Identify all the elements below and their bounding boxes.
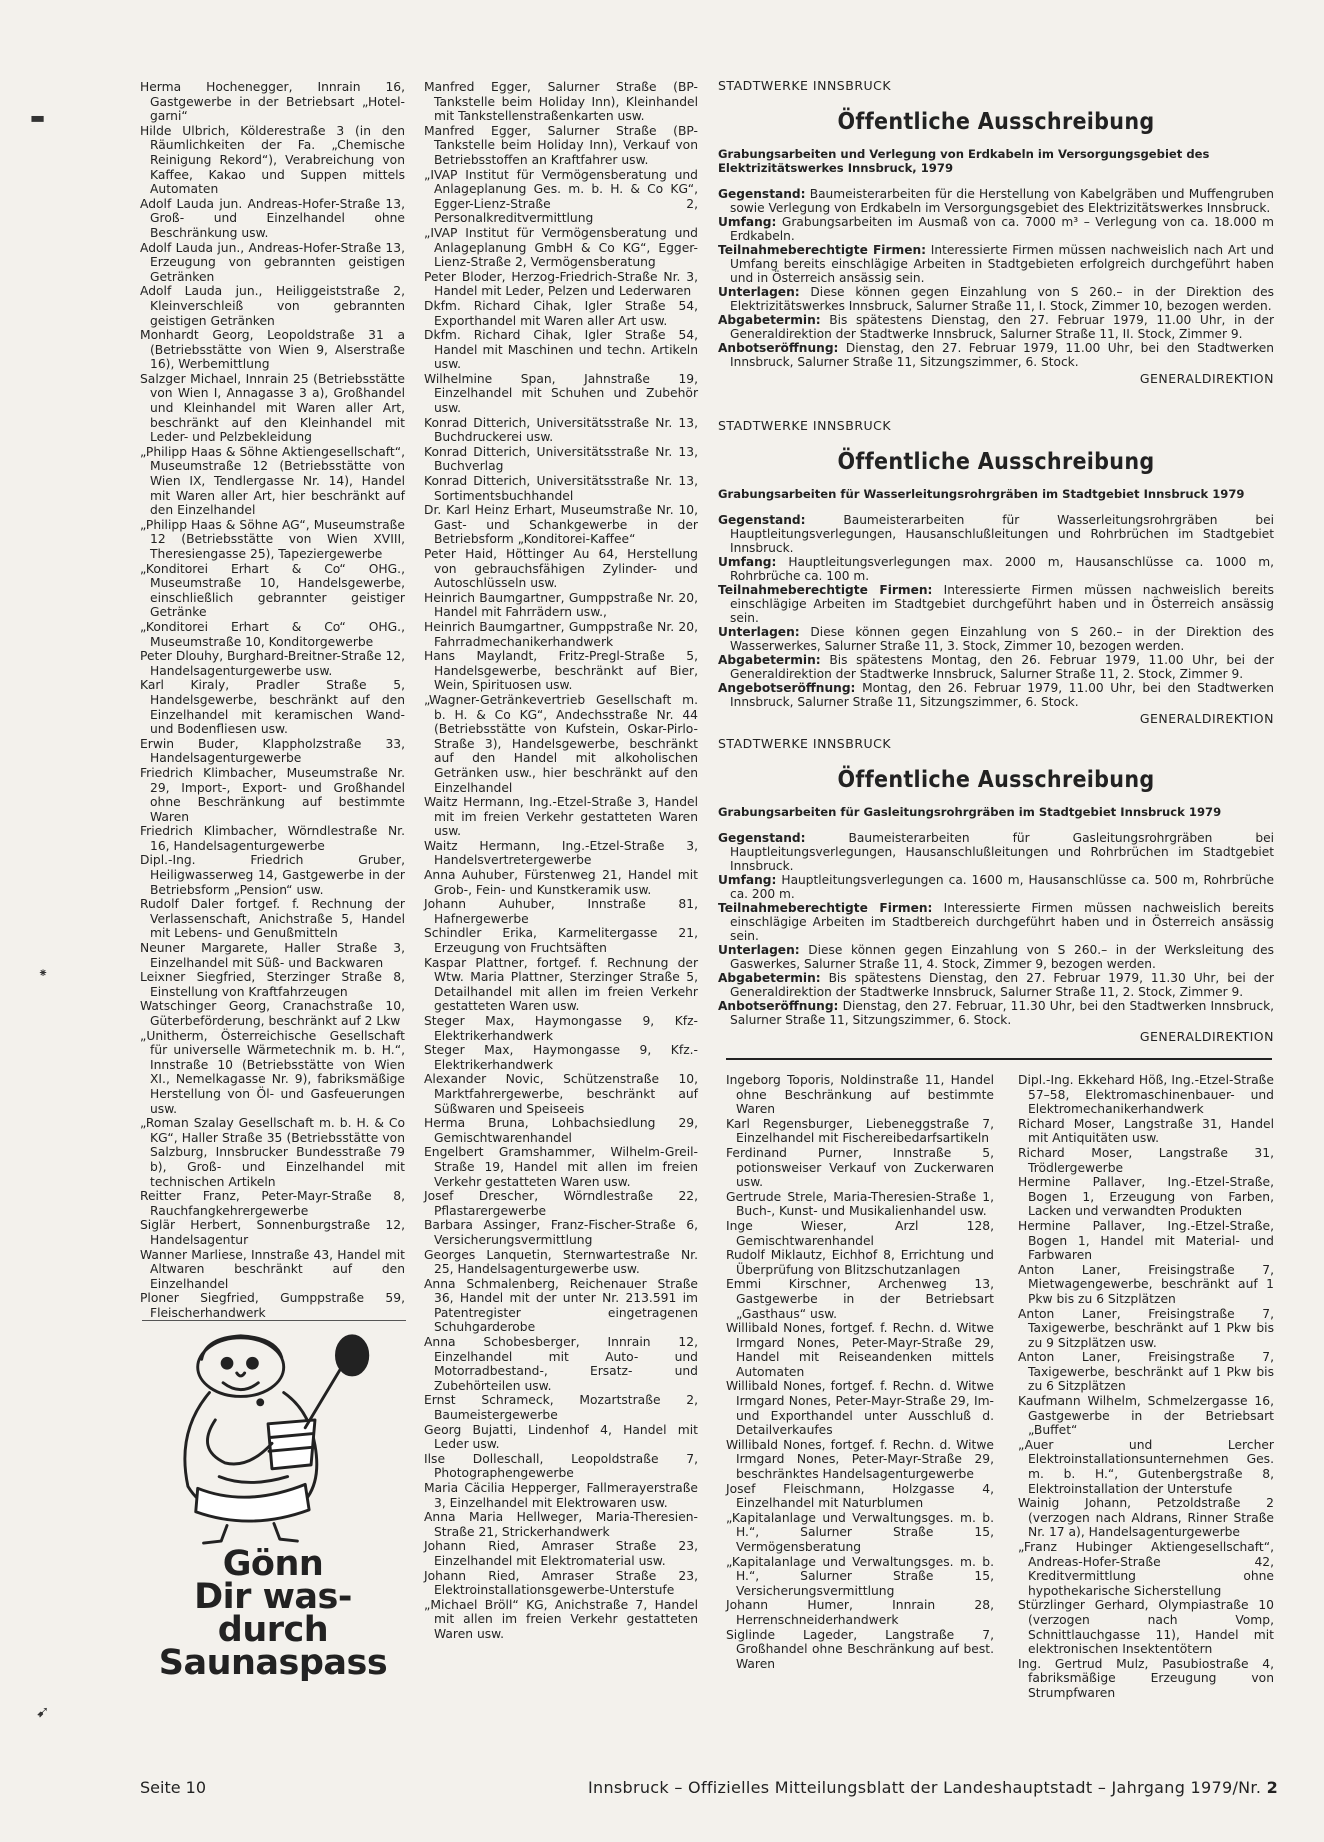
ad-detail-text: Montag, den 26. Februar 1979, 11.00 Uhr, bei den Stadtwerken Innsbruck, Salurner Straße 11, Sitzungszimmer, 6. Stock.	[730, 681, 1275, 709]
registry-entry: Willibald Nones, fortgef. f. Rechn. d. Witwe Irmgard Nones, Peter-Mayr-Straße 29, Handel mit Reiseandenken mittels Automaten	[726, 1321, 994, 1379]
ad-detail-text: Hauptleitungsverlegungen ca. 1600 m, Hausanschlüsse ca. 500 m, Rohrbrüche ca. 200 m.	[730, 873, 1275, 901]
registry-entry: Siglinde Lageder, Langstraße 7, Großhandel ohne Beschränkung auf best. Waren	[726, 1627, 994, 1671]
registry-entry: „Kapitalanlage und Verwaltungsges. m. b. H.“, Salurner Straße 15, Versicherungsvermittlung	[726, 1554, 994, 1598]
ad-detail-row	[718, 831, 1274, 873]
slogan-line: durch	[217, 1610, 329, 1650]
ad-detail-row	[718, 653, 1274, 681]
registry-entry: Ferdinand Purner, Innstraße 5, potionsweiser Verkauf von Zuckerwaren usw.	[726, 1145, 994, 1190]
registry-entry: Heinrich Baumgartner, Gumppstraße Nr. 20, Fahrradmechanikerhandwerk	[424, 619, 698, 649]
ad-detail-text: Dienstag, den 27. Februar 1979, 11.00 Uhr, bei den Stadtwerken Innsbruck, Salurner Straße 11, Sitzungszimmer, 6. Stock.	[730, 341, 1274, 369]
registry-entry: Anna Schmalenberg, Reichenauer Straße 36, Handel mit der unter Nr. 213.591 im Patentregister eingetragenen Schuhgarderobe	[424, 1276, 698, 1335]
ad-detail-row	[718, 971, 1274, 999]
registry-entry: Ernst Schrameck, Mozartstraße 2, Baumeistergewerbe	[424, 1393, 698, 1423]
ad-detail-label: Umfang:	[718, 215, 777, 229]
registry-entry: Josef Drescher, Wörndlestraße 22, Pflastarergewerbe	[424, 1189, 698, 1218]
ad-detail-row	[718, 187, 1274, 215]
ad-title: Öffentliche Ausschreibung	[837, 109, 1155, 135]
sauna-mascot-illustration	[148, 1330, 394, 1545]
ad-detail-label: Angebotseröffnung:	[718, 681, 856, 695]
registry-entry: Josef Fleischmann, Holzgasse 4, Einzelhandel mit Naturblumen	[726, 1481, 994, 1511]
ad-detail-label: Gegenstand:	[718, 831, 806, 845]
slogan-line: Gönn	[222, 1544, 324, 1584]
registry-entry: „Philipp Haas & Söhne AG“, Museumstraße 12 (Betriebsstätte von Wien XVIII, Theresiengasse 25), Tapeziergewerbe	[140, 517, 405, 561]
registry-entry: „Konditorei Erhart & Co“ OHG., Museumstraße 10, Handelsgewerbe, einschließlich gebrannter geistiger Getränke	[140, 561, 405, 620]
scan-margin-mark: ▬	[30, 108, 46, 127]
ad-title: Öffentliche Ausschreibung	[837, 449, 1155, 475]
registry-entry: Kaufmann Wilhelm, Schmelzergasse 16, Gastgewerbe in der Betriebsart „Buffet“	[1018, 1394, 1274, 1438]
registry-entry: Rudolf Miklautz, Eichhof 8, Errichtung und Überprüfung von Blitzschutzanlagen	[726, 1248, 994, 1277]
ad-detail-label: Abgabetermin:	[718, 653, 821, 667]
registry-entry: Friedrich Klimbacher, Museumstraße Nr. 29, Import-, Export- und Großhandel ohne Beschränkung auf bestimmte Waren	[140, 765, 405, 824]
registry-entry: „Wagner-Getränkevertrieb Gesellschaft m. b. H. & Co KG“, Andechsstraße Nr. 44 (Betriebsstätte von Kufstein, Oskar-Pirlo-Straße 3), Handelsgewerbe, beschränkt auf den Handel mit alkoholischen Getränken usw., hier beschränkt auf den Einzelhandel	[424, 692, 698, 795]
registry-entry: Hans Maylandt, Fritz-Pregl-Straße 5, Handelsgewerbe, beschränkt auf Bier, Wein, Spirituosen usw.	[424, 649, 698, 693]
ad-detail-text: Interessierte Firmen müssen nachweislich bereits einschlägige Arbeiten im Stadtgebiet durchgeführt haben und in Österreich ansässig sein.	[730, 583, 1274, 625]
registry-entry: Engelbert Gramshammer, Wilhelm-Greil-Straße 19, Handel mit allen im freien Verkehr gestatteten Waren usw.	[424, 1145, 698, 1189]
section-divider	[726, 1058, 1272, 1060]
ad-detail-row	[718, 873, 1274, 901]
registry-entry: Georges Lanquetin, Sternwartestraße Nr. 25, Handelsagenturgewerbe usw.	[424, 1247, 698, 1277]
ad-subject: Grabungsarbeiten und Verlegung von Erdkabeln im Versorgungsgebiet des Elektrizitätswerkes Innsbruck, 1979	[718, 147, 1210, 175]
registry-entry: Salzger Michael, Innrain 25 (Betriebsstätte von Wien I, Annagasse 3 a), Großhandel und Kleinhandel mit Waren aller Art, beschränkt auf den Kleinhandel mit Leder- und Pelzbekleidung	[140, 371, 405, 445]
ad-title: Öffentliche Ausschreibung	[837, 767, 1155, 793]
registry-entry: Siglär Herbert, Sonnenburgstraße 12, Handelsagentur	[140, 1218, 405, 1247]
registry-entry: Peter Bloder, Herzog-Friedrich-Straße Nr. 3, Handel mit Leder, Pelzen und Lederwaren	[424, 269, 698, 299]
ad-detail-text: Diese können gegen Einzahlung von S 260.– in der Werksleitung des Gaswerkes, Salurner Straße 11, 4. Stock, Zimmer 9, bezogen werden.	[730, 943, 1275, 971]
registry-entry: Leixner Siegfried, Sterzinger Straße 8, Einstellung von Kraftfahrzeugen	[140, 970, 405, 999]
ad-issuer: STADTWERKE INNSBRUCK	[718, 736, 892, 751]
registry-entry: „Kapitalanlage und Verwaltungsges. m. b. H.“, Salurner Straße 15, Vermögensberatung	[726, 1510, 994, 1554]
ad-subject: Grabungsarbeiten für Gasleitungsrohrgräben im Stadtgebiet Innsbruck 1979	[718, 805, 1222, 819]
ad-detail-label: Anbotseröffnung:	[718, 341, 839, 355]
ad-detail-label: Umfang:	[718, 555, 777, 569]
registry-entry: Ing. Gertrud Mulz, Pasubiostraße 4, fabriksmäßige Erzeugung von Strumpfwaren	[1018, 1656, 1274, 1700]
registry-entry: Manfred Egger, Salurner Straße (BP-Tankstelle beim Holiday Inn), Verkauf von Betriebsstoffen an Kraftfahrer usw.	[424, 123, 698, 167]
registry-entry: Emmi Kirschner, Archenweg 13, Gastgewerbe in der Betriebsart „Gasthaus“ usw.	[726, 1277, 994, 1321]
ad-detail-label: Teilnahmeberechtigte Firmen:	[718, 901, 933, 915]
registry-entry: Wanner Marliese, Innstraße 43, Handel mit Altwaren beschränkt auf den Einzelhandel	[140, 1247, 405, 1291]
registry-entry: Neuner Margarete, Haller Straße 3, Einzelhandel mit Süß- und Backwaren	[140, 941, 405, 970]
ad-detail-label: Gegenstand:	[718, 187, 806, 201]
registry-entry: Heinrich Baumgartner, Gumppstraße Nr. 20, Handel mit Fahrrädern usw.,	[424, 590, 698, 620]
registry-entry: Reitter Franz, Peter-Mayr-Straße 8, Rauchfangkehrergewerbe	[140, 1189, 405, 1218]
registry-entry: Watschinger Georg, Cranachstraße 10, Güterbeförderung, beschränkt auf 2 Lkw	[140, 999, 405, 1028]
ad-detail-row	[718, 341, 1274, 369]
registry-entry: Johann Humer, Innrain 28, Herrenschneiderhandwerk	[726, 1598, 994, 1627]
ad-detail-text: Diese können gegen Einzahlung von S 260.– in der Direktion des Wasserwerkes, Salurner Straße 11, 3. Stock, Zimmer 10, bezogen werden.	[730, 625, 1274, 653]
ad-detail-text: Bis spätestens Montag, den 26. Februar 1979, 11.00 Uhr, bei der Generaldirektion der Stadtwerke Innsbruck, Salurner Straße 11, 2. Stock, Zimmer 9.	[730, 653, 1274, 681]
ad-detail-text: Diese können gegen Einzahlung von S 260.– in der Direktion des Elektrizitätswerkes Innsbruck, Salurner Straße 11, I. Stock, Zimmer 10, bezogen werden.	[730, 285, 1274, 313]
registry-entry: Waitz Hermann, Ing.-Etzel-Straße 3, Handel mit im freien Verkehr gestatteten Waren usw.	[424, 795, 698, 839]
registry-entry: Richard Moser, Langstraße 31, Trödlergewerbe	[1018, 1145, 1274, 1175]
ad-detail-label: Abgabetermin:	[718, 313, 821, 327]
ad-detail-label: Unterlagen:	[718, 625, 800, 639]
ad-subject: Grabungsarbeiten für Wasserleitungsrohrgräben im Stadtgebiet Innsbruck 1979	[718, 487, 1245, 501]
slogan-line: Saunaspass	[158, 1643, 388, 1683]
registry-entry: Ploner Siegfried, Gumppstraße 59, Fleischerhandwerk	[140, 1291, 405, 1320]
registry-entry: Stürzlinger Gerhard, Olympiastraße 10 (verzogen nach Vomp, Schnittlauchgasse 11), Handel mit elektronischen Insektentötern	[1018, 1598, 1274, 1657]
registry-entry: Peter Dlouhy, Burghard-Breitner-Straße 12, Handelsagenturgewerbe usw.	[140, 649, 405, 678]
registry-column-4	[1018, 1073, 1274, 1701]
sauna-slogan	[148, 1544, 398, 1683]
registry-entry: Barbara Assinger, Franz-Fischer-Straße 6, Versicherungsvermittlung	[424, 1218, 698, 1247]
registry-entry: Anna Auhuber, Fürstenweg 21, Handel mit Grob-, Fein- und Kunstkeramik usw.	[424, 868, 698, 897]
scan-margin-mark: ➹	[36, 1702, 50, 1721]
ad-detail-row	[718, 555, 1274, 583]
ad-detail-text: Baumeisterarbeiten für Gasleitungsrohrgräben bei Hauptleitungsverlegungen, Hausanschlußleitungen und Rohrbrüchen im Stadtgebiet Innsbruck.	[730, 831, 1274, 873]
registry-entry: Wilhelmine Span, Jahnstraße 19, Einzelhandel mit Schuhen und Zubehör usw.	[424, 371, 698, 416]
registry-entry: Karl Regensburger, Liebeneggstraße 7, Einzelhandel mit Fischereibedarfsartikeln	[726, 1116, 994, 1146]
ad-detail-text: Bis spätestens Dienstag, den 27. Februar 1979, 11.30 Uhr, bei der Generaldirektion der Stadtwerke Innsbruck, Salurner Straße 11, 2. Stock, Zimmer 9.	[730, 971, 1274, 999]
registry-entry: Dipl.-Ing. Ekkehard Höß, Ing.-Etzel-Straße 57–58, Elektromaschinenbauer- und Elektromechanikerhandwerk	[1018, 1073, 1274, 1117]
registry-entry: Anton Laner, Freisingstraße 7, Taxigewerbe, beschränkt auf 1 Pkw bis zu 9 Sitzplätzen usw.	[1018, 1306, 1274, 1350]
registry-entry: Konrad Ditterich, Universitätsstraße Nr. 13, Sortimentsbuchhandel	[424, 474, 698, 503]
ad-detail-text: Dienstag, den 27. Februar, 11.30 Uhr, bei den Stadtwerken Innsbruck, Salurner Straße 11, Sitzungszimmer, 6. Stock.	[730, 999, 1275, 1027]
ad-detail-row	[718, 583, 1274, 625]
ad-detail-row	[718, 513, 1274, 555]
ad-detail-label: Teilnahmeberechtigte Firmen:	[718, 243, 927, 257]
registry-entry: Waitz Hermann, Ing.-Etzel-Straße 3, Handelsvertretergewerbe	[424, 838, 698, 868]
registry-entry: Erwin Buder, Klappholzstraße 33, Handelsagenturgewerbe	[140, 736, 405, 766]
registry-entry: Dr. Karl Heinz Erhart, Museumstraße Nr. 10, Gast- und Schankgewerbe in der Betriebsform „Konditorei-Kaffee“	[424, 503, 698, 547]
tender-ad	[718, 736, 1274, 1046]
registry-entry: Ingeborg Toporis, Noldinstraße 11, Handel ohne Beschränkung auf bestimmte Waren	[726, 1073, 994, 1117]
registry-entry: Maria Cäcilia Hepperger, Fallmerayerstraße 3, Einzelhandel mit Elektrowaren usw.	[424, 1481, 698, 1510]
ad-detail-text: Interessierte Firmen müssen nachweislich bereits einschlägige Arbeiten im Stadtbereich durchgeführt haben und in Österreich ansässig sein.	[730, 901, 1274, 943]
ad-detail-label: Gegenstand:	[718, 513, 806, 527]
publication-footer	[588, 1778, 1278, 1797]
registry-entry: Anton Laner, Freisingstraße 7, Mietwagengewerbe, beschränkt auf 1 Pkw bis zu 6 Sitzplätzen	[1018, 1262, 1274, 1306]
registry-entry: Ilse Dolleschall, Leopoldstraße 7, Photographengewerbe	[424, 1451, 698, 1481]
registry-column-1	[140, 80, 405, 1320]
registry-entry: Willibald Nones, fortgef. f. Rechn. d. Witwe Irmgard Nones, Peter-Mayr-Straße 29, Im- und Exporthandel unter Ausschluß d. Detailverkaufes	[726, 1379, 994, 1438]
ad-detail-text: Baumeisterarbeiten für die Herstellung von Kabelgräben und Muffengruben sowie Verlegung von Erdkabeln im Versorgungsgebiet des Elektrizitätswerkes Innsbruck.	[730, 187, 1274, 215]
registry-entry: Peter Haid, Höttinger Au 64, Herstellung von gebrauchsfähigen Zylinder- und Autoschlüsseln usw.	[424, 547, 698, 591]
ad-detail-row	[718, 285, 1274, 313]
ad-issuer: STADTWERKE INNSBRUCK	[718, 418, 892, 433]
registry-entry: „Philipp Haas & Söhne Aktiengesellschaft“, Museumstraße 12 (Betriebsstätte von Wien IX, Tendlergasse Nr. 14), Handel mit Waren aller Art, hier beschränkt auf den Einzelhandel	[140, 444, 405, 518]
registry-entry: Johann Ried, Amraser Straße 23, Einzelhandel mit Elektromaterial usw.	[424, 1539, 698, 1568]
registry-entry: Rudolf Daler fortgef. f. Rechnung der Verlassenschaft, Anichstraße 5, Handel mit Lebens- und Genußmitteln	[140, 897, 405, 941]
registry-entry: „Roman Szalay Gesellschaft m. b. H. & Co KG“, Haller Straße 35 (Betriebsstätte von Salzburg, Innsbrucker Bundesstraße 79 b), Groß- und Einzelhandel mit technischen Artikeln	[140, 1116, 405, 1189]
registry-entry: Friedrich Klimbacher, Wörndlestraße Nr. 16, Handelsagenturgewerbe	[140, 824, 405, 853]
tender-ad	[718, 418, 1274, 736]
registry-entry: Monhardt Georg, Leopoldstraße 31 a (Betriebsstätte von Wien 9, Alserstraße 16), Werbemittlung	[140, 328, 405, 372]
registry-entry: Manfred Egger, Salurner Straße (BP-Tankstelle beim Holiday Inn), Kleinhandel mit Tankstellenstraßenkarten usw.	[424, 80, 698, 124]
registry-entry: Adolf Lauda jun., Andreas-Hofer-Straße 13, Erzeugung von gebrannten geistigen Getränken	[140, 240, 405, 284]
registry-entry: „Franz Hubinger Aktiengesellschaft“, Andreas-Hofer-Straße 42, Kreditvermittlung ohne hypothekarische Sicherstellung	[1018, 1540, 1274, 1598]
registry-entry: Anna Maria Hellweger, Maria-Theresien-Straße 21, Strickerhandwerk	[424, 1510, 698, 1539]
issue-number: 2	[1266, 1778, 1279, 1797]
registry-entry: Hermine Pallaver, Ing.-Etzel-Straße, Bogen 1, Erzeugung von Farben, Lacken und verwandten Produkten	[1018, 1175, 1274, 1219]
ad-detail-row	[718, 901, 1274, 943]
registry-entry: Dkfm. Richard Cihak, Igler Straße 54, Handel mit Maschinen und techn. Artikeln usw.	[424, 328, 698, 372]
ad-detail-label: Teilnahmeberechtigte Firmen:	[718, 583, 933, 597]
registry-entry: Anton Laner, Freisingstraße 7, Taxigewerbe, beschränkt auf 1 Pkw bis zu 6 Sitzplätzen	[1018, 1350, 1274, 1394]
registry-entry: Kaspar Plattner, fortgef. f. Rechnung der Wtw. Maria Plattner, Sterzinger Straße 5, Detailhandel mit allen im freien Verkehr gestatteten Waren usw.	[424, 955, 698, 1014]
ad-detail-label: Abgabetermin:	[718, 971, 821, 985]
registry-entry: Hermine Pallaver, Ing.-Etzel-Straße, Bogen 1, Handel mit Material- und Farbwaren	[1018, 1218, 1274, 1263]
ad-detail-text: Grabungsarbeiten im Ausmaß von ca. 7000 m³ – Verlegung von ca. 18.000 m Erdkabeln.	[730, 215, 1274, 243]
ad-detail-text: Hauptleitungsverlegungen max. 2000 m, Hausanschlüsse ca. 1000 m, Rohrbrüche ca. 100 m.	[730, 555, 1274, 583]
tender-ad	[718, 78, 1274, 418]
ad-signature: GENERALDIREKTION	[1139, 711, 1274, 726]
registry-entry: Hilde Ulbrich, Kölderestraße 3 (in den Räumlichkeiten der Fa. „Chemische Reinigung Rekord“), Verabreichung von Kaffee, Kakao und Suppen mittels Automaten	[140, 123, 405, 197]
registry-entry: Steger Max, Haymongasse 9, Kfz-Elektrikerhandwerk	[424, 1014, 698, 1043]
ad-detail-text: Baumeisterarbeiten für Wasserleitungsrohrgräben bei Hauptleitungsverlegungen, Hausanschlußleitungen und Rohrbrüchen im Stadtgebiet Innsbruck.	[730, 513, 1274, 555]
ad-detail-label: Anbotseröffnung:	[718, 999, 839, 1013]
tender-announcements	[718, 78, 1274, 1046]
ad-detail-row	[718, 943, 1274, 971]
ad-signature: GENERALDIREKTION	[1139, 1029, 1274, 1044]
registry-entry: „Konditorei Erhart & Co“ OHG., Museumstraße 10, Konditorgewerbe	[140, 619, 405, 649]
ad-detail-row	[718, 681, 1274, 709]
ad-detail-text: Interessierte Firmen müssen nachweislich nach Art und Umfang bereits einschlägige Arbeiten in Stadtgebieten erfolgreich durchgeführt haben und in Österreich ansässig sein.	[730, 243, 1274, 285]
registry-entry: Alexander Novic, Schützenstraße 10, Marktfahrergewerbe, beschränkt auf Süßwaren und Speiseeis	[424, 1072, 698, 1116]
registry-entry: Johann Auhuber, Innstraße 81, Hafnergewerbe	[424, 897, 698, 926]
registry-entry: Adolf Lauda jun. Andreas-Hofer-Straße 13, Groß- und Einzelhandel ohne Beschränkung usw.	[140, 196, 405, 240]
ad-detail-text: Bis spätestens Dienstag, den 27. Februar 1979, 11.00 Uhr, in der Generaldirektion der Stadtwerke Innsbruck, Salurner Straße 11, II. Stock, Zimmer 9.	[730, 313, 1275, 341]
ad-detail-label: Unterlagen:	[718, 943, 800, 957]
registry-entry: Herma Hochenegger, Innrain 16, Gastgewerbe in der Betriebsart „Hotel-garni“	[140, 80, 405, 124]
scan-margin-mark: ⁕	[38, 966, 49, 980]
publication-title: Innsbruck – Offizielles Mitteilungsblatt der Landeshauptstadt – Jahrgang 1979/Nr.	[588, 1778, 1262, 1797]
registry-entry: Georg Bujatti, Lindenhof 4, Handel mit Leder usw.	[424, 1422, 698, 1452]
registry-entry: „Auer und Lercher Elektroinstallationsunternehmen Ges. m. b. H.“, Gutenbergstraße 8, Elektroinstallation der Unterstufe	[1018, 1437, 1274, 1496]
registry-entry: Karl Kiraly, Pradler Straße 5, Handelsgewerbe, beschränkt auf den Einzelhandel mit keramischen Wand- und Bodenfliesen usw.	[140, 678, 405, 737]
page-number: Seite 10	[140, 1778, 207, 1797]
registry-column-2	[424, 80, 698, 1642]
column-divider	[142, 1320, 406, 1321]
registry-entry: Dkfm. Richard Cihak, Igler Straße 54, Exporthandel mit Waren aller Art usw.	[424, 298, 698, 328]
registry-entry: Adolf Lauda jun., Heiliggeiststraße 2, Kleinverschleiß von gebrannten geistigen Getränken	[140, 284, 405, 328]
ad-detail-row	[718, 215, 1274, 243]
ad-detail-row	[718, 625, 1274, 653]
registry-entry: Gertrude Strele, Maria-Theresien-Straße 1, Buch-, Kunst- und Musikalienhandel usw.	[726, 1189, 994, 1219]
registry-entry: „IVAP Institut für Vermögensberatung und Anlageplanung Ges. m. b. H. & Co KG“, Egger-Lienz-Straße 2, Personalkreditvermittlung	[424, 167, 698, 226]
ad-detail-label: Unterlagen:	[718, 285, 800, 299]
ad-detail-row	[718, 313, 1274, 341]
ad-detail-row	[718, 243, 1274, 285]
registry-entry: Schindler Erika, Karmelitergasse 21, Erzeugung von Fruchtsäften	[424, 926, 698, 956]
ad-signature: GENERALDIREKTION	[1139, 371, 1274, 386]
registry-column-3	[726, 1073, 994, 1671]
slogan-line: Dir was-	[194, 1577, 352, 1617]
registry-entry: Inge Wieser, Arzl 128, Gemischtwarenhandel	[726, 1218, 994, 1248]
registry-entry: Konrad Ditterich, Universitätsstraße Nr. 13, Buchverlag	[424, 444, 698, 474]
ad-detail-row	[718, 999, 1274, 1027]
registry-entry: Richard Moser, Langstraße 31, Handel mit Antiquitäten usw.	[1018, 1116, 1274, 1146]
ad-issuer: STADTWERKE INNSBRUCK	[718, 78, 892, 93]
registry-entry: Willibald Nones, fortgef. f. Rechn. d. Witwe Irmgard Nones, Peter-Mayr-Straße 29, beschränktes Handelsagenturgewerbe	[726, 1437, 994, 1482]
registry-entry: „IVAP Institut für Vermögensberatung und Anlageplanung GmbH & Co KG“, Egger-Lienz-Straße 2, Vermögensberatung	[424, 225, 698, 270]
registry-entry: Johann Ried, Amraser Straße 23, Elektroinstallationsgewerbe-Unterstufe	[424, 1568, 698, 1598]
registry-entry: Steger Max, Haymongasse 9, Kfz.-Elektrikerhandwerk	[424, 1043, 698, 1072]
registry-entry: Herma Bruna, Lohbachsiedlung 29, Gemischtwarenhandel	[424, 1116, 698, 1145]
registry-entry: „Michael Bröll“ KG, Anichstraße 7, Handel mit allen im freien Verkehr gestatteten Waren usw.	[424, 1597, 698, 1641]
ad-detail-label: Umfang:	[718, 873, 777, 887]
registry-entry: Wainig Johann, Petzoldstraße 2 (verzogen nach Aldrans, Rinner Straße Nr. 17 a), Handelsagenturgewerbe	[1018, 1496, 1274, 1540]
registry-entry: Anna Schobesberger, Innrain 12, Einzelhandel mit Auto- und Motorradbestand-, Ersatz- und Zubehörteilen usw.	[424, 1335, 698, 1393]
registry-entry: Konrad Ditterich, Universitätsstraße Nr. 13, Buchdruckerei usw.	[424, 415, 698, 445]
registry-entry: „Unitherm, Österreichische Gesellschaft für universelle Wärmetechnik m. b. H.“, Innstraße 10 (Betriebsstätte von Wien XI., Nemelkagasse Nr. 9), fabriksmäßige Herstellung von Öl- und Gasfeuerungen usw.	[140, 1028, 405, 1116]
registry-entry: Dipl.-Ing. Friedrich Gruber, Heiligwasserweg 14, Gastgewerbe in der Betriebsform „Pension“ usw.	[140, 853, 405, 897]
